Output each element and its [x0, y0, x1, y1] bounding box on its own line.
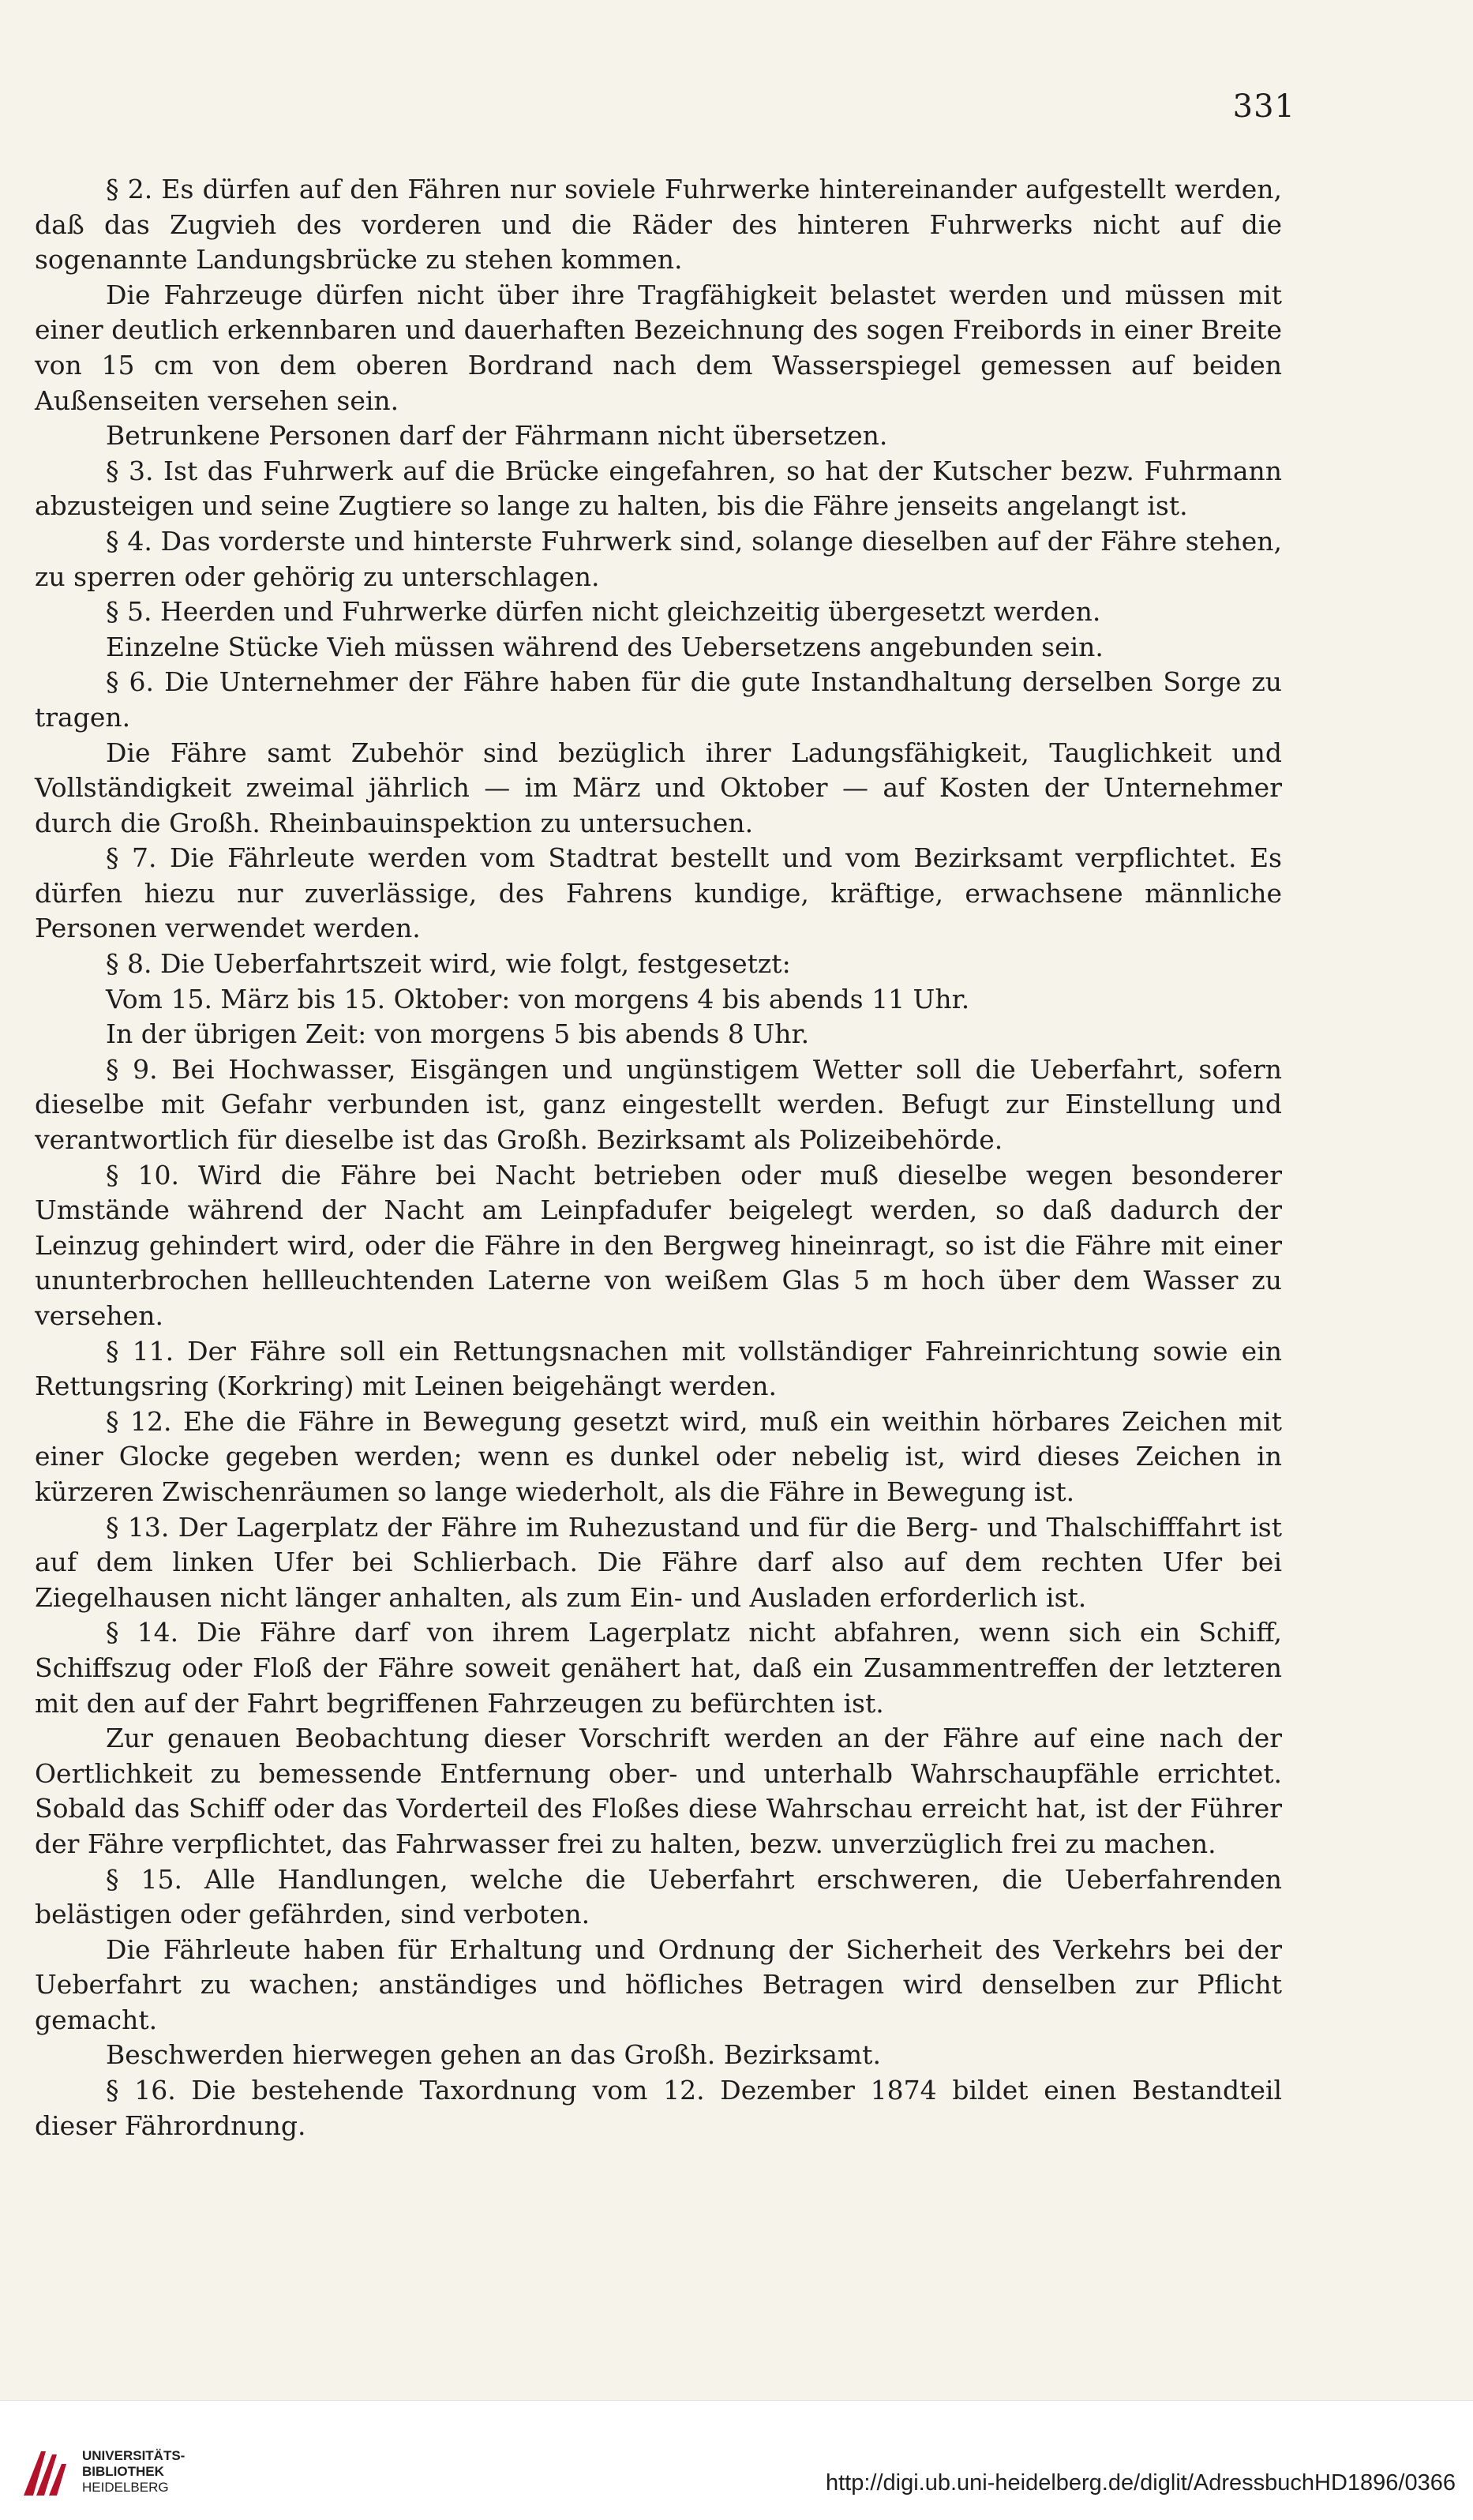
paragraph: § 13. Der Lagerplatz der Fähre im Ruhezustand und für die Berg- und Thalschifffahrt ist auf dem linken Ufer bei Schlierbach. Die Fähre darf also auf dem rechten Ufer bei Ziegelhausen nicht länger anhalten, als zum Ein- und Ausladen erforderlich ist. [35, 1511, 1282, 1613]
paragraph: § 6. Die Unternehmer der Fähre haben für die gute Instandhaltung derselben Sorge zu tragen. [35, 666, 1282, 733]
paragraph: § 7. Die Fährleute werden vom Stadtrat bestellt und vom Bezirksamt verpflichtet. Es dürfen hiezu nur zuverlässige, des Fahrens kundige, kräftige, erwachsene männliche Personen verwendet werden. [35, 842, 1282, 944]
paragraph: Die Fähre samt Zubehör sind bezüglich ihrer Ladungsfähigkeit, Tauglichkeit und Vollständigkeit zweimal jährlich — im März und Oktober — auf Kosten der Unternehmer durch die Großh. Rheinbauinspektion zu untersuchen. [35, 737, 1282, 838]
paragraph: Zur genauen Beobachtung dieser Vorschrift werden an der Fähre auf eine nach der Oertlichkeit zu bemessende Entfernung ober- und unterhalb Wahrschaupfähle errichtet. Sobald das Schiff oder das Vorderteil des Floßes diese Wahrschau erreicht hat, ist der Führer der Fähre verpflichtet, das Fahrwasser frei zu halten, bezw. unverzüglich frei zu machen. [35, 1723, 1282, 1859]
paragraph: § 10. Wird die Fähre bei Nacht betrieben oder muß dieselbe wegen besonderer Umstände während der Nacht am Leinpfadufer beigelegt werden, so daß dadurch der Leinzug gehindert wird, oder die Fähre in den Bergweg hineinragt, so ist die Fähre mit einer ununterbrochen hellleuchtenden Laterne von weißem Glas 5 m hoch über dem Wasser zu versehen. [35, 1159, 1282, 1331]
paragraph: § 5. Heerden und Fuhrwerke dürfen nicht gleichzeitig übergesetzt werden. [106, 596, 1101, 628]
university-seal-icon [17, 2447, 69, 2502]
page-text [35, 172, 1282, 2143]
paragraph: § 11. Der Fähre soll ein Rettungsnachen mit vollständiger Fahreinrichtung sowie ein Rettungsring (Korkring) mit Leinen beigehängt werden. [35, 1335, 1282, 1402]
paragraph: Die Fährleute haben für Erhaltung und Ordnung der Sicherheit des Verkehrs bei der Ueberfahrt zu wachen; anständiges und höfliches Betragen wird denselben zur Pflicht gemacht. [35, 1933, 1282, 2035]
paragraph: § 3. Ist das Fuhrwerk auf die Brücke eingefahren, so hat der Kutscher bezw. Fuhrmann abzusteigen und seine Zugtiere so lange zu halten, bis die Fähre jenseits angelangt ist. [35, 455, 1282, 522]
logo-line: BIBLIOTHEK [82, 2464, 164, 2479]
logo-line: UNIVERSITÄTS- [82, 2448, 186, 2463]
paragraph: § 4. Das vorderste und hinterste Fuhrwerk sind, solange dieselben auf der Fähre stehen, zu sperren oder gehörig zu unterschlagen. [35, 525, 1282, 592]
paragraph: § 14. Die Fähre darf von ihrem Lagerplatz nicht abfahren, wenn sich ein Schiff, Schiffszug oder Floß der Fähre soweit genähert hat, daß ein Zusammentreffen der letzteren mit den auf der Fahrt begriffenen Fahrzeugen zu befürchten ist. [35, 1617, 1282, 1719]
paragraph: Die Fahrzeuge dürfen nicht über ihre Tragfähigkeit belastet werden und müssen mit einer deutlich erkennbaren und dauerhaften Bezeichnung des sogen Freibords in einer Breite von 15 cm von dem oberen Bordrand nach dem Wasserspiegel gemessen auf beiden Außenseiten versehen sein. [35, 279, 1282, 416]
library-logo [82, 2448, 185, 2496]
paragraph: Betrunkene Personen darf der Fährmann nicht übersetzen. [106, 420, 888, 452]
paragraph: § 9. Bei Hochwasser, Eisgängen und ungünstigem Wetter soll die Ueberfahrt, sofern dieselbe mit Gefahr verbunden ist, ganz eingestellt werden. Befugt zur Einstellung und verantwortlich für dieselbe ist das Großh. Bezirksamt als Polizeibehörde. [35, 1053, 1282, 1156]
paragraph: § 8. Die Ueberfahrtszeit wird, wie folgt, festgesetzt: [106, 948, 791, 980]
page-number: 331 [1232, 88, 1295, 125]
viewer-footer [0, 2400, 1473, 2520]
paragraph: § 12. Ehe die Fähre in Bewegung gesetzt wird, muß ein weithin hörbares Zeichen mit einer Glocke gegeben werden; wenn es dunkel oder nebelig ist, wird dieses Zeichen in kürzeren Zwischenräumen so lange wiederholt, als die Fähre in Bewegung ist. [35, 1405, 1282, 1507]
paragraph: § 2. Es dürfen auf den Fähren nur soviele Fuhrwerke hintereinander aufgestellt werden, daß das Zugvieh des vorderen und die Räder des hinteren Fuhrwerks nicht auf die sogenannte Landungsbrücke zu stehen kommen. [35, 174, 1282, 276]
source-url-link[interactable]: http://digi.ub.uni-heidelberg.de/diglit/AdressbuchHD1896/0366 [825, 2470, 1456, 2496]
paragraph: Beschwerden hierwegen gehen an das Großh. Bezirksamt. [106, 2039, 881, 2071]
paragraph: § 15. Alle Handlungen, welche die Ueberfahrt erschweren, die Ueberfahrenden belästigen oder gefährden, sind verboten. [35, 1863, 1282, 1930]
schedule-line: Vom 15. März bis 15. Oktober: von morgens 4 bis abends 11 Uhr. [106, 983, 970, 1014]
schedule-line: In der übrigen Zeit: von morgens 5 bis abends 8 Uhr. [106, 1018, 810, 1050]
paragraph: Einzelne Stücke Vieh müssen während des Uebersetzens angebunden sein. [106, 631, 1104, 662]
paragraph: § 16. Die bestehende Taxordnung vom 12. Dezember 1874 bildet einen Bestandteil dieser Fährordnung. [35, 2075, 1282, 2141]
logo-line: HEIDELBERG [82, 2480, 169, 2495]
